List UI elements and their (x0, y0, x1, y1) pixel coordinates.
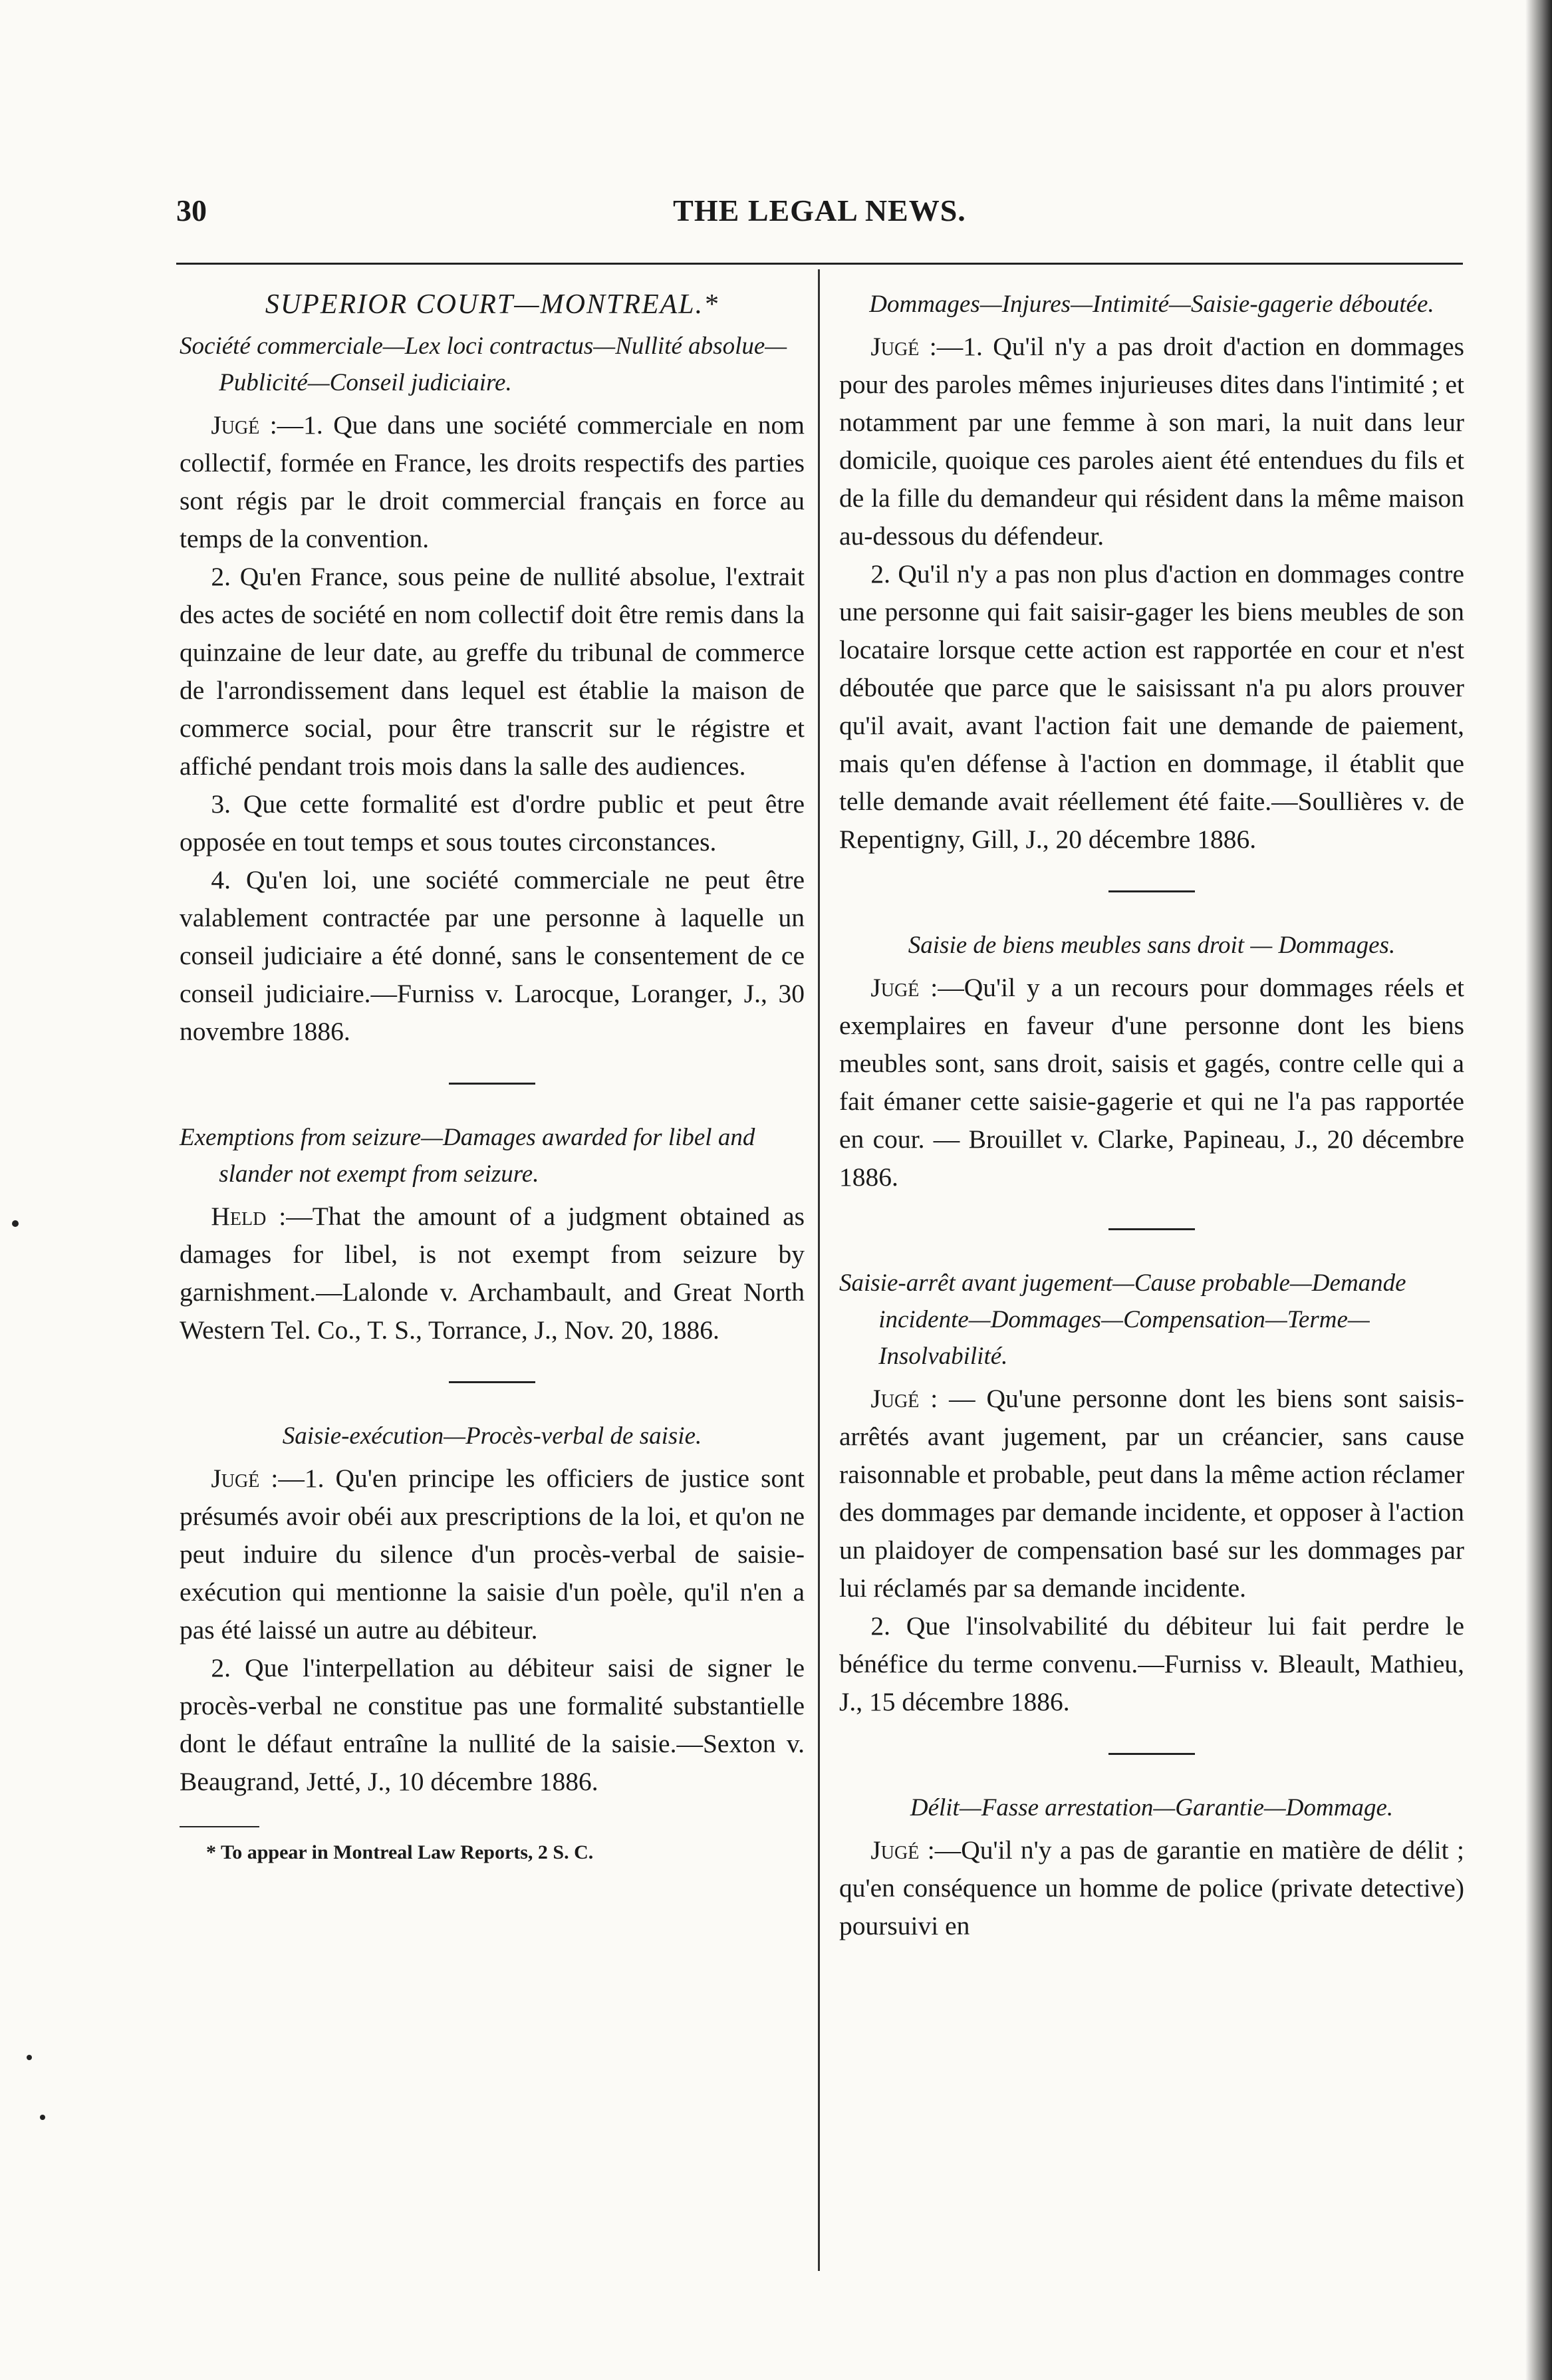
ruling-label: Jugé (870, 1835, 920, 1865)
case-separator (449, 1381, 535, 1383)
case-separator (1108, 1228, 1195, 1230)
case-saisie-execution (180, 1418, 805, 1801)
ruling-paragraph: 2. Qu'en France, sous peine de nullité absolue, l'extrait des actes de société en nom collectif doit être remis dans la quinzaine de leur date, au greffe du tribunal de commerce de l'arrondissement dans lequel est établie la maison de commerce social, pour être transcrit sur le régistre et affiché pendant trois mois dans la salle des audiences. (180, 562, 805, 781)
page-edge-shadow (1525, 0, 1552, 2380)
ruling-label: Held (211, 1202, 267, 1231)
ruling-paragraph (839, 328, 1464, 555)
ruling-paragraph (839, 1831, 1464, 1945)
ruling-label: Jugé (870, 332, 920, 361)
ruling-paragraph: 2. Que l'interpellation au débiteur saisi de signer le procès-verbal ne constitue pas une formalité substantielle dont le défaut entraîne la nullité de la saisie.—Sexton v. Beaugrand, Jetté, J., 10 décembre 1886. (180, 1653, 805, 1796)
header-rule (176, 263, 1463, 265)
page-header (176, 193, 1463, 239)
case-heading: Exemptions from seizure—Damages awarded for libel and slander not exempt from seizure. (180, 1124, 755, 1188)
case-delit (839, 1789, 1464, 1945)
case-societe-commerciale (180, 328, 805, 1051)
column-divider (818, 269, 820, 2271)
ruling-text: :—1. Qu'il n'y a pas droit d'action en dommages pour des paroles mêmes injurieuses dites dans l'intimité ; et notamment par une femme à son mari, la nuit dans leur domicile, quoique ces paroles aient été entendues du fils et de la fille du demandeur qui résident dans la même maison au-dessous du défendeur. (839, 332, 1464, 551)
case-saisie-arret (839, 1265, 1464, 1721)
case-separator (1108, 890, 1195, 892)
ruling-paragraph: 3. Que cette formalité est d'ordre public et peut être opposée en tout temps et sous toutes circonstances. (180, 789, 805, 857)
footnote-rule (180, 1826, 259, 1827)
ruling-text: :—Qu'il y a un recours pour dommages réels et exemplaires en faveur d'une personne dont les biens meubles sont, sans droit, saisis et gagés, contre celle qui a fait émaner cette saisie-gagerie et qui ne l'a pas rapportée en cour. — Brouillet v. Clarke, Papineau, J., 20 décembre 1886. (839, 973, 1464, 1192)
ruling-text: :—Qu'il n'y a pas de garantie en matière de délit ; qu'en conséquence un homme de police (private detective) poursuivi en (839, 1835, 1464, 1940)
ruling-paragraph (180, 406, 805, 558)
ink-speck (12, 1220, 19, 1227)
case-heading: Saisie-exécution—Procès-verbal de saisie. (282, 1422, 702, 1450)
ruling-paragraph (180, 1198, 805, 1349)
footnote: * To appear in Montreal Law Reports, 2 S. C. (206, 1841, 594, 1863)
ink-speck (40, 2115, 45, 2120)
ruling-label: Jugé (211, 410, 260, 440)
ruling-label: Jugé (870, 1384, 920, 1413)
ruling-paragraph (180, 1460, 805, 1649)
case-separator (1108, 1753, 1195, 1755)
case-heading: Société commerciale—Lex loci contractus—Nullité absolue—Publicité—Conseil judiciaire. (180, 332, 787, 396)
case-heading: Saisie de biens meubles sans droit — Dommages. (908, 932, 1396, 959)
right-column (839, 286, 1464, 1945)
case-heading: Saisie-arrêt avant jugement—Cause probable—Demande incidente—Dommages—Compensation—Terme—Insolvabilité. (839, 1269, 1406, 1370)
ruling-paragraph: 4. Qu'en loi, une société commerciale ne peut être valablement contractée par une personne à laquelle un conseil judiciaire a été donné, sans le consentement de ce conseil judiciaire.—Furniss v. Larocque, Loranger, J., 30 novembre 1886. (180, 865, 805, 1046)
page-number: 30 (176, 194, 207, 227)
ruling-text: : — Qu'une personne dont les biens sont saisis-arrêtés avant jugement, par un créancier, sans cause raisonnable et probable, peut dans la même action réclamer des dommages par demande incidente, et opposer à l'action un plaidoyer de compensation basé sur les dommages par lui réclamés par sa demande incidente. (839, 1384, 1464, 1603)
left-column (180, 286, 805, 1866)
ruling-paragraph: 2. Que l'insolvabilité du débiteur lui fait perdre le bénéfice du terme convenu.—Furniss v. Bleault, Mathieu, J., 15 décembre 1886. (839, 1611, 1464, 1716)
ruling-text: :—1. Qu'en principe les officiers de justice sont présumés avoir obéi aux prescriptions de la loi, et qu'on ne peut induire du silence d'un procès-verbal de saisie-exécution qui mentionne la saisie d'un poèle, qu'il n'en a pas été laissé un autre au débiteur. (180, 1464, 805, 1645)
ruling-text: :—1. Que dans une société commerciale en nom collectif, formée en France, les droits respectifs des parties sont régis par le droit commercial français en force au temps de la convention. (180, 410, 805, 553)
case-saisie-biens-meubles (839, 927, 1464, 1196)
case-heading: Dommages—Injures—Intimité—Saisie-gagerie déboutée. (869, 291, 1434, 318)
ruling-label: Jugé (211, 1464, 260, 1493)
ruling-text: :—That the amount of a judgment obtained as damages for libel, is not exempt from seizure by garnishment.—Lalonde v. Archambault, and Great North Western Tel. Co., T. S., Torrance, J., Nov. 20, 1886. (180, 1202, 805, 1345)
ruling-label: Jugé (870, 973, 920, 1002)
ruling-paragraph: 2. Qu'il n'y a pas non plus d'action en dommages contre une personne qui fait saisir-gager les biens meubles de son locataire lorsque cette action est rapportée en cour et n'est déboutée que parce que le saisissant n'a pu alors prouver qu'il avait, avant l'action fait une demande de paiement, mais qu'en défense à l'action en dommage, il établit que telle demande avait réellement été faite.—Soullières v. de Repentigny, Gill, J., 20 décembre 1886. (839, 559, 1464, 854)
journal-title: THE LEGAL NEWS. (673, 194, 966, 227)
case-dommages-injures (839, 286, 1464, 859)
court-title: SUPERIOR COURT—MONTREAL.* (265, 289, 719, 320)
case-exemptions-from-seizure (180, 1119, 805, 1349)
ruling-paragraph (839, 969, 1464, 1196)
case-heading: Délit—Fasse arrestation—Garantie—Dommage. (910, 1794, 1394, 1821)
ruling-paragraph (839, 1380, 1464, 1607)
case-separator (449, 1083, 535, 1085)
ink-speck (27, 2055, 32, 2060)
